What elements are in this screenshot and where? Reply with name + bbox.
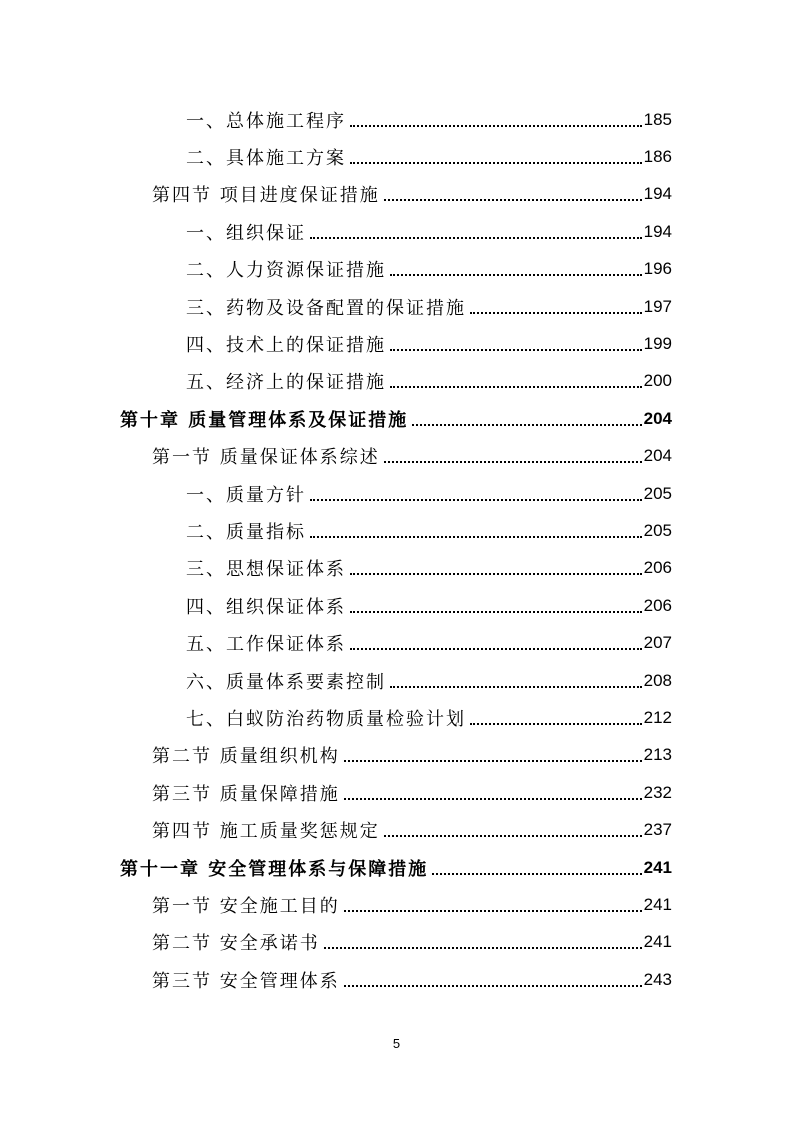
toc-section-entry[interactable] [0,176,793,213]
page-number: 5 [392,1036,401,1051]
toc-entry-page: 196 [643,259,672,279]
toc-entry-page: 206 [643,595,672,615]
toc-entry-page: 241 [643,894,672,914]
toc-entry-title: 第二节 安全承诺书 [152,933,320,955]
dot-leader [310,237,642,239]
dot-leader [344,798,642,800]
toc-entry[interactable] [0,288,793,325]
toc-entry-title: 一、质量方针 [186,484,306,506]
toc-section-entry[interactable] [0,438,793,475]
toc-entry-page: 213 [643,745,672,765]
toc-entry-page: 194 [643,184,672,204]
toc-section-entry[interactable] [0,886,793,923]
table-of-contents [0,101,793,998]
toc-entry[interactable] [0,624,793,661]
toc-entry-page: 241 [643,932,672,952]
dot-leader [390,349,642,351]
dot-leader [384,199,642,201]
toc-entry-title: 五、经济上的保证措施 [186,372,386,394]
toc-entry-page: 206 [643,558,672,578]
toc-entry-page: 194 [643,221,672,241]
toc-entry-title: 一、总体施工程序 [186,110,346,132]
toc-entry[interactable] [0,251,793,288]
toc-section-entry[interactable] [0,924,793,961]
dot-leader [384,835,642,837]
toc-entry-title: 四、组织保证体系 [186,596,346,618]
toc-entry-page: 205 [643,483,672,503]
toc-entry-title: 第三节 质量保障措施 [152,783,340,805]
toc-entry-title: 第四节 项目进度保证措施 [152,185,380,207]
toc-entry[interactable] [0,699,793,736]
toc-entry-title: 一、组织保证 [186,222,306,244]
toc-entry[interactable] [0,550,793,587]
dot-leader [344,985,642,987]
toc-entry-page: 204 [643,408,672,428]
toc-entry-page: 197 [643,296,672,316]
toc-entry-title: 二、具体施工方案 [186,148,346,170]
dot-leader [350,125,642,127]
toc-entry-page: 207 [643,633,672,653]
toc-entry-title: 五、工作保证体系 [186,634,346,656]
toc-entry[interactable] [0,101,793,138]
toc-entry-page: 212 [643,707,672,727]
dot-leader [350,611,642,613]
toc-entry-title: 第十一章 安全管理体系与保障措施 [120,858,429,880]
dot-leader [390,386,642,388]
toc-entry-title: 第四节 施工质量奖惩规定 [152,821,380,843]
toc-entry-title: 三、药物及设备配置的保证措施 [186,297,466,319]
toc-section-entry[interactable] [0,737,793,774]
dot-leader [432,873,641,875]
dot-leader [470,723,642,725]
dot-leader [390,686,642,688]
toc-entry-page: 199 [643,334,672,354]
dot-leader [344,910,642,912]
toc-entry-title: 第三节 安全管理体系 [152,970,340,992]
toc-entry[interactable] [0,475,793,512]
toc-entry-title: 二、质量指标 [186,521,306,543]
toc-entry[interactable] [0,363,793,400]
dot-leader [350,648,642,650]
dot-leader [350,162,642,164]
toc-entry-page: 186 [643,147,672,167]
toc-entry-page: 237 [643,820,672,840]
toc-entry-page: 243 [643,969,672,989]
toc-entry-title: 第一节 质量保证体系综述 [152,447,380,469]
dot-leader [412,424,641,426]
toc-entry-page: 241 [643,857,672,877]
toc-section-entry[interactable] [0,811,793,848]
toc-entry[interactable] [0,662,793,699]
toc-entry-page: 185 [643,109,672,129]
toc-section-entry[interactable] [0,961,793,998]
dot-leader [470,312,642,314]
dot-leader [344,760,642,762]
dot-leader [324,947,642,949]
toc-entry-title: 三、思想保证体系 [186,559,346,581]
toc-entry[interactable] [0,512,793,549]
toc-entry-page: 204 [643,446,672,466]
dot-leader [390,274,642,276]
toc-entry-title: 四、技术上的保证措施 [186,335,386,357]
toc-section-entry[interactable] [0,774,793,811]
dot-leader [310,536,642,538]
toc-entry-page: 208 [643,670,672,690]
dot-leader [310,499,642,501]
toc-chapter-entry[interactable] [0,849,793,886]
toc-entry-title: 六、质量体系要素控制 [186,671,386,693]
toc-entry-title: 第十章 质量管理体系及保证措施 [120,409,409,431]
toc-entry[interactable] [0,138,793,175]
toc-entry-title: 二、人力资源保证措施 [186,260,386,282]
toc-entry[interactable] [0,587,793,624]
dot-leader [384,461,642,463]
toc-chapter-entry[interactable] [0,400,793,437]
toc-entry[interactable] [0,325,793,362]
toc-entry[interactable] [0,213,793,250]
toc-entry-title: 第一节 安全施工目的 [152,895,340,917]
toc-entry-title: 七、白蚁防治药物质量检验计划 [186,708,466,730]
dot-leader [350,573,642,575]
toc-entry-title: 第二节 质量组织机构 [152,746,340,768]
toc-entry-page: 200 [643,371,672,391]
toc-entry-page: 205 [643,520,672,540]
toc-entry-page: 232 [643,782,672,802]
